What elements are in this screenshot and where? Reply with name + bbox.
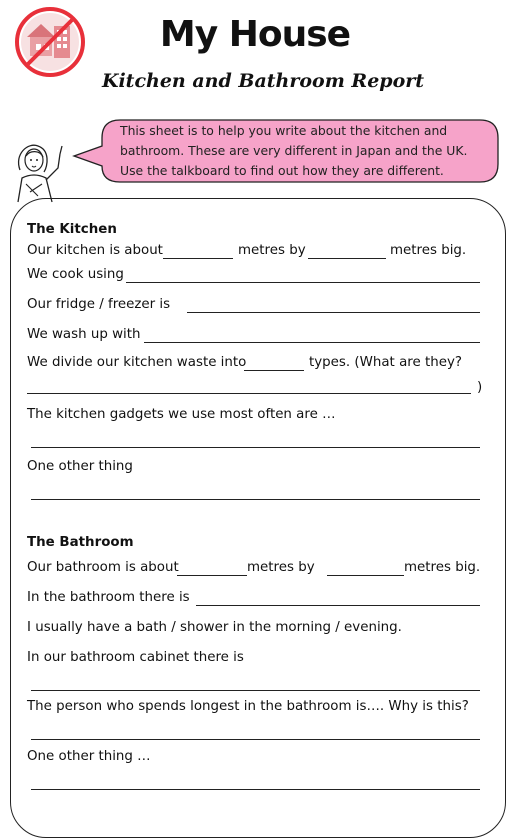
kitchen-waste-label: We divide our kitchen waste into <box>27 355 247 370</box>
teacher-icon <box>8 140 74 206</box>
worksheet-panel <box>10 198 506 838</box>
bathroom-size-end: metres big. <box>404 560 481 575</box>
bathroom-size-mid: metres by <box>247 560 315 575</box>
kitchen-size-blank-1[interactable] <box>163 258 233 259</box>
bathroom-longest-line[interactable] <box>31 739 480 740</box>
bathroom-bath-label: I usually have a bath / shower in the morning / evening. <box>27 620 402 635</box>
kitchen-waste-question: types. (What are they? <box>309 355 462 370</box>
bathroom-other-label: One other thing … <box>27 749 151 764</box>
page-subtitle: Kitchen and Bathroom Report <box>101 70 425 92</box>
kitchen-fridge-label: Our fridge / freezer is <box>27 297 171 312</box>
bathroom-there-is-label: In the bathroom there is <box>27 590 190 605</box>
kitchen-waste-count-blank[interactable] <box>244 370 304 371</box>
bathroom-size-label: Our bathroom is about <box>27 560 179 575</box>
kitchen-size-label: Our kitchen is about <box>27 243 163 258</box>
kitchen-cook-label: We cook using <box>27 267 124 282</box>
bathroom-other-line[interactable] <box>31 789 480 790</box>
bathroom-heading: The Bathroom <box>27 535 134 550</box>
kitchen-waste-close: ) <box>477 380 483 395</box>
kitchen-other-line[interactable] <box>31 499 480 500</box>
kitchen-wash-line[interactable] <box>144 342 480 343</box>
kitchen-size-blank-2[interactable] <box>308 258 386 259</box>
bathroom-there-is-line[interactable] <box>196 605 480 606</box>
page-title: My House <box>159 14 351 55</box>
bathroom-size-blank-1[interactable] <box>177 575 247 576</box>
kitchen-wash-label: We wash up with <box>27 327 141 342</box>
kitchen-waste-line[interactable] <box>27 393 471 394</box>
bathroom-cabinet-line[interactable] <box>31 690 480 691</box>
kitchen-size-end: metres big. <box>390 243 467 258</box>
kitchen-fridge-line[interactable] <box>187 312 480 313</box>
intro-text: This sheet is to help you write about the kitchen and bathroom. These are very different in Japan and the UK. Use the talkboard to find out how they are different. <box>120 123 468 178</box>
bathroom-longest-label: The person who spends longest in the bathroom is…. Why is this? <box>27 699 469 714</box>
bathroom-size-blank-2[interactable] <box>327 575 404 576</box>
kitchen-other-label: One other thing <box>27 459 133 474</box>
kitchen-size-mid: metres by <box>238 243 306 258</box>
kitchen-gadgets-line[interactable] <box>31 447 480 448</box>
kitchen-heading: The Kitchen <box>27 222 117 237</box>
bathroom-cabinet-label: In our bathroom cabinet there is <box>27 650 244 665</box>
kitchen-gadgets-label: The kitchen gadgets we use most often are … <box>27 407 336 422</box>
kitchen-cook-line[interactable] <box>126 282 480 283</box>
